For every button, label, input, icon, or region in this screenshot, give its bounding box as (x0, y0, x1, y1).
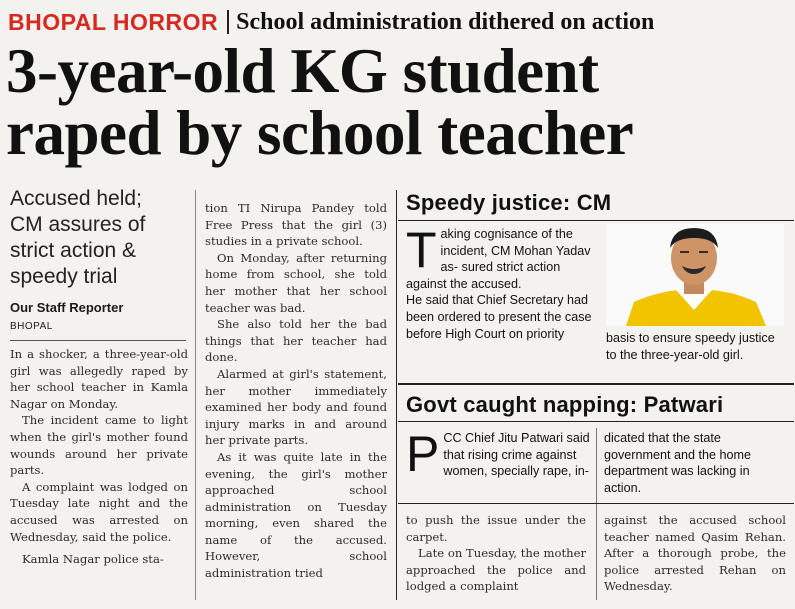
byline: Our Staff Reporter (10, 300, 124, 315)
portrait-illustration (606, 224, 784, 326)
story-paragraph: As it was quite late in the evening, the girl's mother approached school administration on Tuesday morning, even shared the name of the accused. However, school administration tried (205, 449, 387, 581)
box1-title: Speedy justice: CM (406, 190, 612, 215)
story-paragraph: A complaint was lodged on Tuesday late night and the accused was arrested on Wednesday, said the police. (10, 479, 188, 544)
story-paragraph: against the accused school teacher named Qasim Rehan. After a thorough probe, the police arrested Rehan on Wednesday. (604, 513, 786, 594)
story-column-2 (205, 200, 387, 582)
story-paragraph: Kamla Nagar police sta- (22, 552, 164, 567)
box1-title-rule (398, 220, 794, 221)
box2-lead: CC Chief Jitu Patwari said that rising crime against (443, 431, 590, 462)
box2-bottom-rule (398, 503, 794, 504)
story-paragraph: to push the issue under the carpet. (406, 513, 586, 544)
story-paragraph: In a shocker, a three-year-old girl was allegedly raped by her school teacher in Kamla Nagar on Monday. (10, 347, 188, 411)
story-column-3 (406, 512, 586, 595)
box-separator (398, 383, 794, 385)
box2-body: women, specially rape, in- (443, 464, 589, 479)
box2-title: Govt caught napping: Patwari (406, 392, 724, 417)
box2-col2: dicated that the state government and the home department was lacking in action. (604, 431, 752, 495)
column-divider (195, 190, 196, 600)
kicker-subhead: School administration dithered on action (236, 8, 655, 35)
kicker (8, 6, 654, 38)
story-column-4 (604, 512, 786, 595)
box1-col2: basis to ensure speedy justice to the three-year-old girl. (606, 331, 775, 362)
story-paragraph: On Monday, after returning home from school, she told her mother that her school teacher was bad. (205, 250, 387, 315)
box1-text (406, 222, 598, 342)
kicker-label: BHOPAL HORROR (8, 8, 219, 35)
story-paragraph: Alarmed at girl's statement, her mother immediately examined her body and found injury marks in and around her private parts. (205, 366, 387, 448)
box-left-border (396, 190, 397, 600)
story-paragraph: tion TI Nirupa Pandey told Free Press that the girl (3) studies in a private school. (205, 201, 387, 249)
column-divider (596, 428, 597, 600)
box2-dropcap: P (406, 426, 440, 482)
story-paragraph: She also told her the bad things that her teacher had done. (205, 317, 387, 365)
story-paragraph: Late on Tuesday, the mother approached the police and lodged a complaint (406, 546, 586, 594)
box1-para2: He said that Chief Secretary had been ordered to present the case before High Court on priority (406, 293, 592, 341)
box1-dropcap: T (406, 222, 437, 278)
dateline: BHOPAL (10, 321, 53, 332)
kicker-divider (227, 10, 229, 34)
story-column-1 (10, 346, 188, 568)
headline (6, 36, 795, 168)
headline-line-2: raped by school teacher (6, 98, 634, 168)
byline-rule (10, 340, 186, 341)
cm-portrait-photo (606, 224, 784, 326)
box2-title-rule (398, 421, 794, 422)
story-paragraph: The incident came to light when the girl's mother found wounds around her private parts. (10, 413, 188, 478)
box2-text (406, 426, 594, 482)
deck: Accused held; CM assures of strict action & speedy trial (10, 187, 146, 288)
box1-lead: aking cognisance of the incident, CM Mohan Yadav as- (440, 227, 591, 275)
headline-line-1: 3-year-old KG student (6, 36, 599, 106)
box1-body: sured strict action against the accused. (406, 260, 561, 291)
